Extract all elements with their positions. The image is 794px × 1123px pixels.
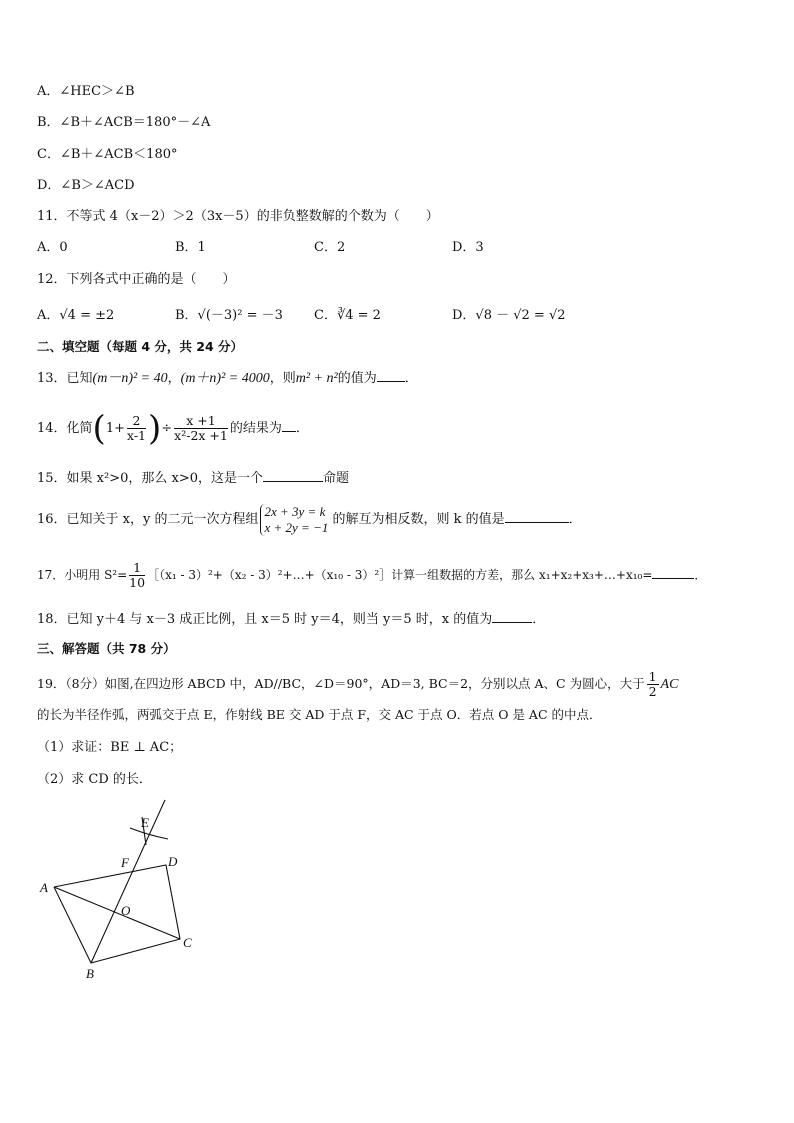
q11-option-c: C．2: [314, 240, 346, 255]
ray-be: [91, 800, 165, 963]
section-heading-solutions: 三、解答题（共 78 分）: [37, 641, 176, 656]
q14-f2-den: x²-2x +1: [174, 428, 228, 443]
q17-answer-blank: [652, 565, 694, 579]
q19-part-1: （1）求证：BE ⊥ AC；: [37, 740, 183, 755]
q18-answer-blank: [492, 609, 532, 623]
label-f: F: [121, 855, 129, 870]
q14-div: ÷: [161, 421, 173, 436]
q10-option-b: B．∠B＋∠ACB＝180°－∠A: [37, 115, 211, 130]
q19-line1b: AC: [660, 677, 679, 692]
question-18: 18．已知 y＋4 与 x－3 成正比例，且 x＝5 时 y＝4，则当 y＝5 时，x 的值为 ．: [37, 609, 545, 629]
q13-suffix: 的值为: [337, 371, 377, 386]
q16-eq2: x + 2y = −1: [264, 519, 329, 535]
q19-half-num: 1: [648, 669, 657, 684]
q17-body: ［（x₁ - 3）²+（x₂ - 3）²+…+（x₁₀ - 3）²］计算一组数据的方差，那么 x₁+x₂+x₃+…+x₁₀=: [147, 568, 653, 582]
label-b: B: [86, 966, 94, 980]
label-c: C: [183, 935, 192, 950]
label-o: O: [121, 903, 131, 918]
q14-left-paren: (: [92, 408, 106, 449]
q19-part-2: （2）求 CD 的长．: [37, 772, 152, 787]
q12-option-c: C．∛4 = 2: [314, 308, 381, 323]
q10-option-c: C．∠B＋∠ACB＜180°: [37, 147, 178, 162]
q16-answer-blank: [505, 509, 569, 523]
q14-prefix: 14．化简: [37, 421, 93, 436]
q14-f2-num: x +1: [174, 414, 228, 429]
q16-eq1: 2x + 3y = k: [264, 503, 326, 519]
q13-expr1: (m－n)² = 40: [92, 371, 168, 386]
question-17: 17．小明用 S²= $\frac{1}{10}$ ［（x₁ - 3）²+（x₂ - 3）²+…+（x₁₀ - 3）²］计算一组数据的方差，那么 x₁+x₂+x₃+…+x₁₀= ．: [37, 560, 707, 590]
q19-half-fraction: [647, 670, 659, 699]
q15-answer-blank: [263, 468, 323, 482]
q18-text: 18．已知 y＋4 与 x－3 成正比例，且 x＝5 时 y＝4，则当 y＝5 时，x 的值为: [37, 612, 493, 627]
q14-answer-blank: [282, 418, 296, 432]
q17-frac-num: 1: [129, 561, 145, 576]
arc-from-a: [130, 828, 168, 839]
q11-option-b: B．1: [175, 240, 206, 255]
q14-suffix: 的结果为: [229, 421, 282, 436]
q13-expr3: m² + n²: [295, 371, 338, 386]
q14-right-paren: ): [148, 408, 162, 449]
q17-prefix: 17．小明用 S²=: [37, 568, 128, 582]
q16-prefix: 16．已知关于 x，y 的二元一次方程组: [37, 512, 259, 527]
question-14: 14．化简(1+ $\frac{2}{x-1}$ )÷ $\frac{x +1}{\text{x²-2x +1}}$ 的结果为 ．: [37, 408, 309, 449]
q19-half-den: 2: [648, 684, 657, 699]
q17-fraction: [129, 561, 145, 590]
diagonal-ac: [54, 887, 180, 939]
question-19-line-1: [37, 668, 678, 701]
q15-text2: 命题: [323, 471, 350, 486]
q15-text1: 15．如果 x²>0，那么 x>0，这是一个: [37, 471, 264, 486]
q16-suffix: 的解互为相反数，则 k 的值是: [332, 512, 505, 527]
section-heading-fill-in: 二、填空题（每题 4 分，共 24 分）: [37, 339, 244, 354]
q13-mid: ，则: [269, 371, 296, 386]
q11-stem: 11．不等式 4（x－2）＞2（3x－5）的非负整数解的个数为（ ）: [37, 209, 439, 224]
q19-line1a: 19．（8分）如图,在四边形 ABCD 中，AD//BC，∠D＝90°，AD＝3, BC＝2，分别以点 A、C 为圆心，大于: [37, 676, 645, 691]
q12-stem: 12．下列各式中正确的是（ ）: [37, 272, 236, 287]
q13-expr2: (m＋n)² = 4000: [180, 371, 270, 386]
quadrilateral-abcd: [54, 865, 180, 963]
q10-option-a: A．∠HEC＞∠B: [37, 84, 135, 99]
q13-answer-blank: [377, 368, 405, 382]
q14-f1-den: x-1: [126, 428, 146, 443]
question-16: 16．已知关于 x，y 的二元一次方程组 2x + 3y = k x + 2y = −1 的解互为相反数，则 k 的值是 ．: [37, 503, 582, 535]
question-15: [37, 468, 349, 488]
label-e: E: [141, 815, 149, 830]
q17-frac-den: 10: [129, 575, 146, 590]
label-d: D: [168, 854, 178, 869]
q10-option-d: D．∠B＞∠ACD: [37, 178, 135, 193]
q14-fraction-1: [127, 414, 146, 443]
question-13: 13．已知(m－n)² = 40，(m＋n)² = 4000，则m² + n²的值为 ．: [37, 368, 418, 388]
q12-option-b: B．√(－3)² = －3: [175, 308, 283, 323]
q19-line-2: 的长为半径作弧，两弧交于点 E，作射线 BE 交 AD 于点 F，交 AC 于点 O．若点 O 是 AC 的中点．: [37, 707, 602, 722]
q14-fraction-2: [174, 414, 228, 443]
q11-option-a: A．0: [37, 240, 68, 255]
q14-f1-num: 2: [127, 414, 146, 429]
q14-one-plus: 1+: [105, 421, 125, 436]
q13-prefix: 13．已知: [37, 371, 93, 386]
q11-option-d: D．3: [452, 240, 484, 255]
q16-equation-system: [260, 504, 328, 536]
q12-option-a: A．√4 = ±2: [37, 308, 115, 323]
label-a: A: [40, 880, 48, 895]
q12-option-d: D．√8 － √2 = √2: [452, 308, 566, 323]
geometry-figure: [30, 795, 220, 980]
